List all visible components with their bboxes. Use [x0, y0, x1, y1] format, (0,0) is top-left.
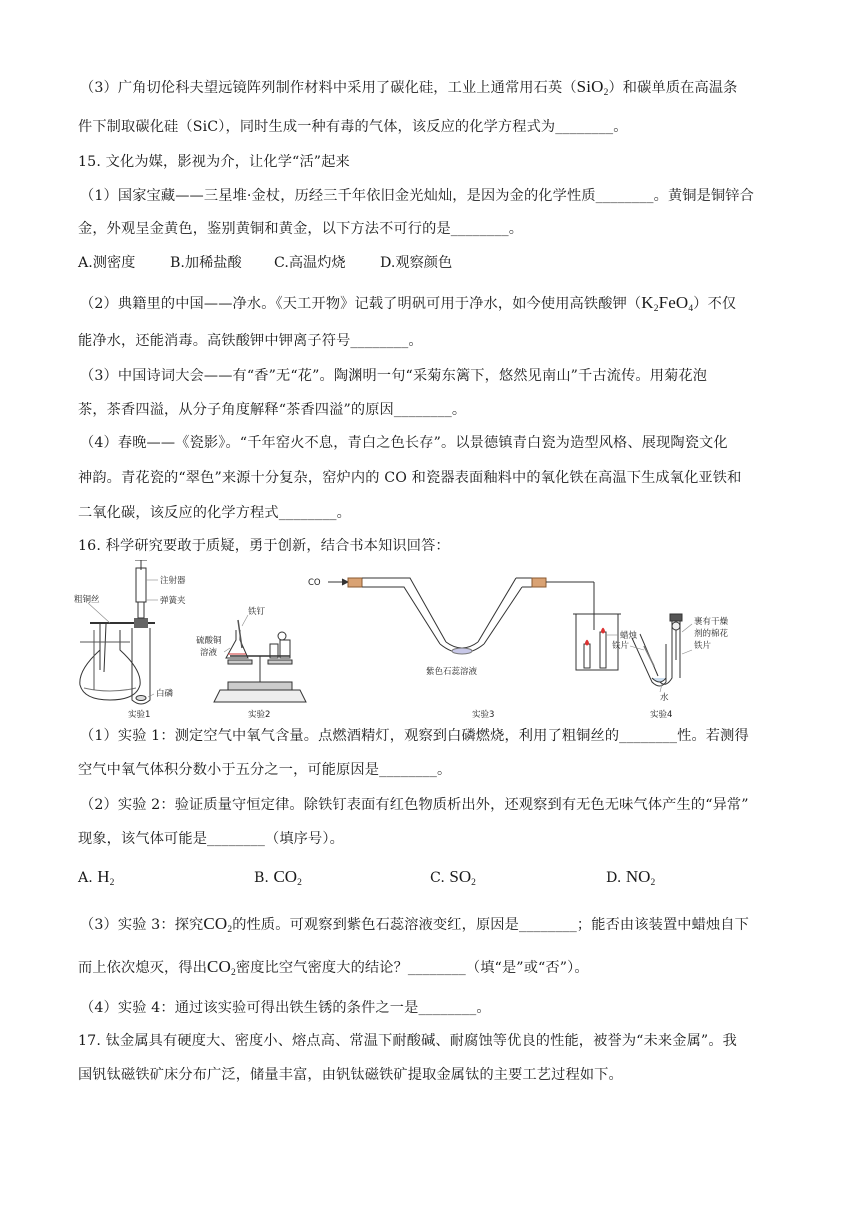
q15-part2-line2: 能净水，还能消毒。高铁酸钾中钾离子符号________。	[78, 333, 423, 349]
q15-part2-line1: （2）典籍里的中国——净水。《天工开物》记载了明矾可用于净水，如今使用高铁酸钾$(K_2FeO_4)$不仅	[80, 293, 737, 314]
caption-experiment-4: 实验4	[650, 710, 673, 720]
q16-part4: （4）实验 4：通过该实验可得出铁生锈的条件之一是________。	[80, 1000, 491, 1016]
label-drying-agent-1: 裹有干燥	[694, 617, 729, 627]
label-iron-sheet-right: 铁片	[694, 641, 712, 651]
co2-formula-2: $CO_2$	[207, 957, 236, 978]
label-drying-agent-2: 剂的棉花	[694, 629, 729, 639]
caption-experiment-3: 实验3	[472, 710, 495, 720]
q16-part1-line1: （1）实验 1：测定空气中氧气含量。点燃酒精灯，观察到白磷燃烧，利用了粗铜丝的________性。若测得	[80, 728, 749, 744]
experiment-diagram	[70, 560, 790, 720]
label-water: 水	[660, 693, 669, 703]
co2-formula: $CO_2$	[203, 914, 233, 935]
q16-part3-line2: 而上依次熄灭，得出$CO_2$密度比空气密度大的结论？________（填“是”或“否”）。	[78, 957, 589, 978]
label-copper-sulfate-2: 溶液	[200, 648, 218, 658]
q17-line2: 国钒钛磁铁矿床分布广泛，储量丰富，由钒钛磁铁矿提取金属钛的主要工艺过程如下。	[78, 1067, 623, 1083]
q14-part3-line1: （3）广角切伦科夫望远镜阵列制作材料中采用了碳化硅，工业上通常用石英（SiO$_2$）和碳单质在高温条	[80, 77, 738, 98]
q17-line1: 17. 钛金属具有硬度大、密度小、熔点高、常温下耐酸碱、耐腐蚀等优良的性能，被誉为“未来金属”。我	[78, 1033, 737, 1049]
q16-option-d: D. $NO_2$	[606, 867, 656, 888]
q16-option-c: C. $SO_2$	[430, 867, 476, 888]
experiment-3-apparatus	[328, 578, 621, 670]
q16-part1-line2: 空气中氧气体积分数小于五分之一，可能原因是________。	[78, 762, 452, 778]
q16-option-a: A. $H_2$	[78, 867, 115, 888]
q15-part3-line1: （3）中国诗词大会——有“香”无“花”。陶渊明一句“采菊东篱下，悠然见南山”千古流传。用菊花泡	[80, 368, 708, 384]
q15-title: 15. 文化为媒，影视为介，让化学“活”起来	[78, 154, 350, 170]
experiment-2-apparatus	[214, 615, 306, 702]
caption-experiment-2: 实验2	[248, 710, 271, 720]
q15-part4-line1: （4）春晚——《瓷影》。“千年窑火不息，青白之色长存”。以景德镇青白瓷为造型风格、展现陶瓷文化	[80, 435, 728, 451]
q15-part3-line2: 茶，茶香四溢，从分子角度解释“茶香四溢”的原因________。	[78, 402, 467, 418]
q16-part2-line1: （2）实验 2：验证质量守恒定律。除铁钉表面有红色物质析出外，还观察到有无色无味气体产生的“异常”	[80, 797, 749, 813]
experiment-1-apparatus	[80, 560, 158, 704]
label-spring-clip: 弹簧夹	[160, 596, 186, 606]
sio2-formula: SiO$_2$	[576, 77, 609, 98]
q15-option-d: D.观察颜色	[380, 255, 453, 271]
label-white-phosphorus: 白磷	[156, 689, 174, 699]
experiment-4-apparatus	[630, 614, 692, 692]
q15-part4-line2: 神韵。青花瓷的“翠色”来源十分复杂，窑炉内的 CO 和瓷器表面釉料中的氧化铁在高温下生成氧化亚铁和	[78, 470, 742, 486]
label-syringe: 注射器	[160, 576, 186, 586]
label-candle: 蜡烛	[620, 631, 638, 641]
label-iron-sheet-left: 铁片	[612, 641, 630, 651]
q14-part3-line2: 件下制取碳化硅（SiC），同时生成一种有毒的气体，该反应的化学方程式为________。	[78, 119, 628, 135]
q15-part1-line1: （1）国家宝藏——三星堆·金杖，历经三千年依旧金光灿灿，是因为金的化学性质________。黄铜是铜锌合	[80, 188, 754, 204]
label-litmus-solution: 紫色石蕊溶液	[426, 667, 478, 677]
q16-part3-line1: （3）实验 3：探究$CO_2$的性质。可观察到紫色石蕊溶液变红，原因是________；能否由该装置中蜡烛自下	[80, 914, 749, 935]
label-iron-nail: 铁钉	[248, 607, 266, 617]
caption-experiment-1: 实验1	[128, 710, 151, 720]
q16-title: 16. 科学研究要敢于质疑，勇于创新，结合书本知识回答：	[78, 538, 450, 554]
q15-option-c: C.高温灼烧	[274, 255, 346, 271]
q15-part4-line3: 二氧化碳，该反应的化学方程式________。	[78, 505, 352, 521]
q15-option-b: B.加稀盐酸	[170, 255, 242, 271]
q16-part2-line2: 现象，该气体可能是________（填序号）。	[78, 831, 344, 847]
label-copper-wire: 粗铜丝	[74, 595, 100, 605]
q15-option-a: A.测密度	[78, 255, 136, 271]
q15-part1-line2: 金，外观呈金黄色，鉴别黄铜和黄金，以下方法不可行的是________。	[78, 221, 524, 237]
q16-option-b: B. $CO_2$	[254, 867, 302, 888]
label-copper-sulfate-1: 硫酸铜	[196, 636, 222, 646]
experiment-figure	[70, 560, 790, 720]
label-co: CO	[308, 578, 321, 588]
k2feo4-formula: $K_2FeO_4$	[641, 293, 694, 314]
